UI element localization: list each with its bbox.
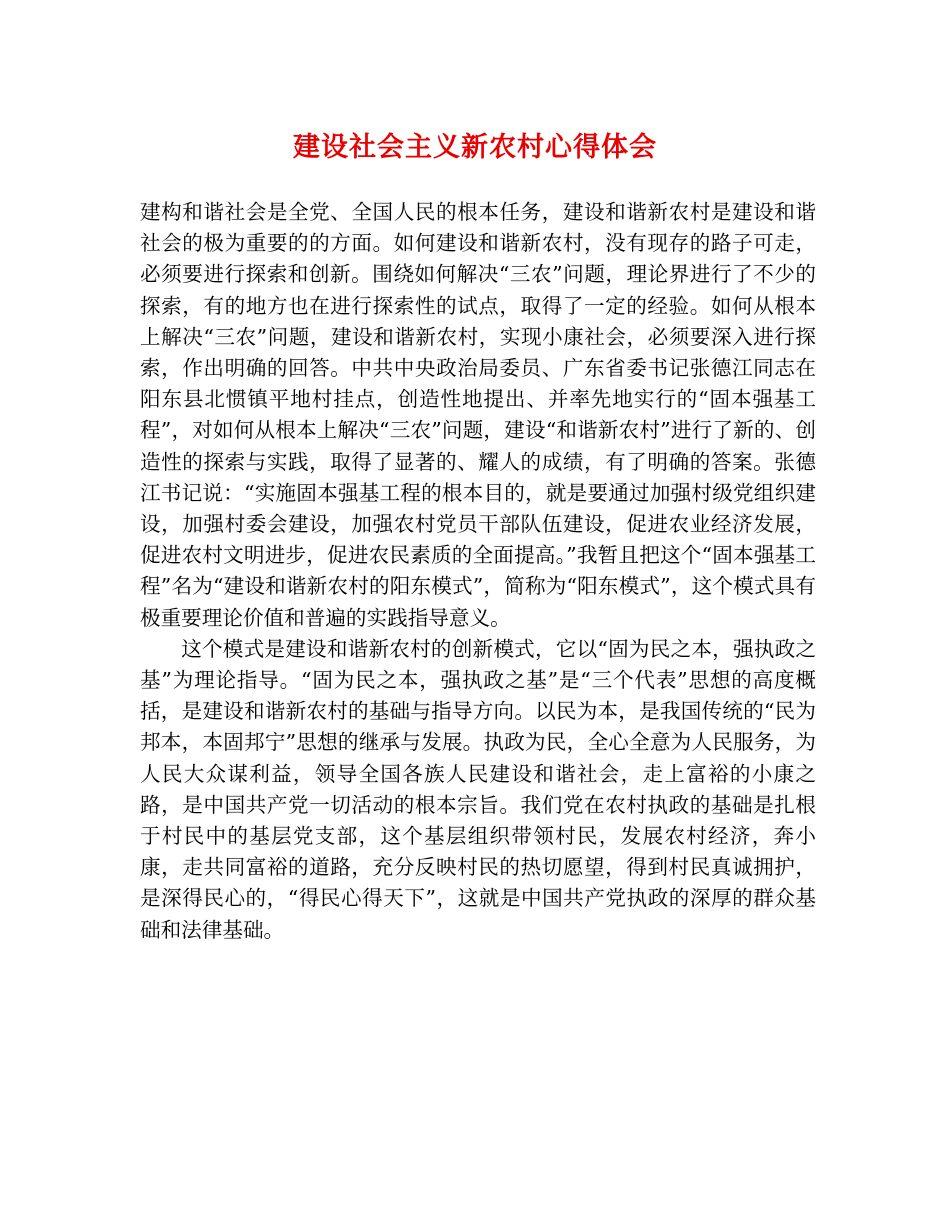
paragraph-1: 建构和谐社会是全党、全国人民的根本任务，建设和谐新农村是建设和谐社会的极为重要的的方面。如何建设和谐新农村，没有现存的路子可走，必须要进行探索和创新。围绕如何解决“三农”问题，理论界进行了不少的探索，有的地方也在进行探索性的试点，取得了一定的经验。如何从根本上解决“三农”问题，建设和谐新农村，实现小康社会，必须要深入进行探索，作出明确的回答。中共中央政治局委员、广东省委书记张德江同志在阳东县北惯镇平地村挂点，创造性地提出、并率先地实行的“固本强基工程”，对如何从根本上解决“三农”问题，建设“和谐新农村”进行了新的、创造性的探索与实践，取得了显著的、耀人的成绩，有了明确的答案。张德江书记说：“实施固本强基工程的根本目的，就是要通过加强村级党组织建设，加强村委会建设，加强农村党员干部队伍建设，促进农业经济发展，促进农村文明进步，促进农民素质的全面提高。”我暂且把这个“固本强基工程”名为“建设和谐新农村的阳东模式”，简称为“阳东模式”，这个模式具有极重要理论价值和普遍的实践指导意义。: [140, 200, 816, 630]
paragraph-2: 这个模式是建设和谐新农村的创新模式，它以“固为民之本，强执政之基”为理论指导。“固为民之本，强执政之基”是“三个代表”思想的高度概括，是建设和谐新农村的基础与指导方向。以民为本，是我国传统的“民为邦本，本固邦宁”思想的继承与发展。执政为民，全心全意为人民服务，为人民大众谋利益，领导全国各族人民建设和谐社会，走上富裕的小康之路，是中国共产党一切活动的根本宗旨。我们党在农村执政的基础是扎根于村民中的基层党支部，这个基层组织带领村民，发展农村经济，奔小康，走共同富裕的道路，充分反映村民的热切愿望，得到村民真诚拥护，是深得民心的，“得民心得天下”，这就是中国共产党执政的深厚的群众基础和法律基础。: [140, 636, 816, 942]
document-body: [140, 197, 816, 946]
document-title: 建设社会主义新农村心得体会: [293, 132, 657, 163]
